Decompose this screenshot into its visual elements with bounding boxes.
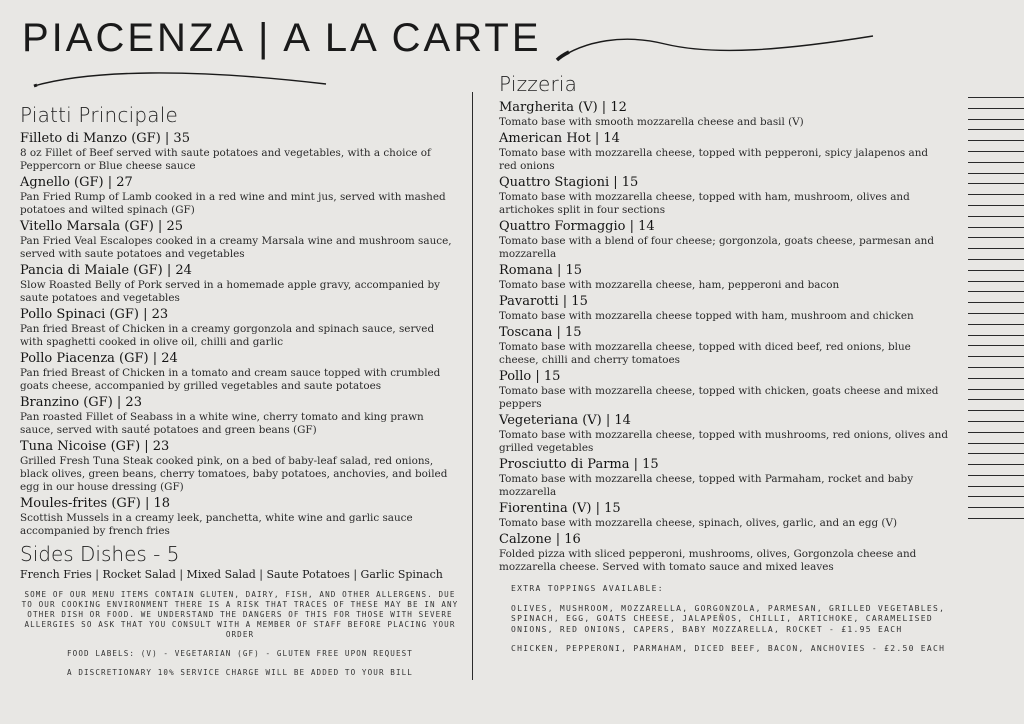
stripe-line (968, 399, 1024, 400)
menu-item-name: Toscana | 15 (499, 325, 582, 340)
menu-item (20, 175, 460, 217)
menu-item-description: Pan Fried Rump of Lamb cooked in a red wine and mint jus, served with mashed potatoes and wilted spinach (GF) (20, 191, 446, 216)
extras-heading: EXTRA TOPPINGS AVAILABLE: (511, 584, 664, 593)
stripe-line (968, 345, 1024, 346)
stripe-line (968, 237, 1024, 238)
menu-item-name: Margherita (V) | 12 (499, 100, 627, 115)
stripe-line (968, 518, 1024, 519)
menu-item-description: Tomato base with mozzarella cheese, topped with pepperoni, spicy jalapenos and red onions (499, 147, 929, 172)
menu-item-description: Scottish Mussels in a creamy leek, panchetta, white wine and garlic sauce accompanied by french fries (20, 512, 413, 537)
menu-item-description: 8 oz Fillet of Beef served with saute potatoes and vegetables, with a choice of Peppercorn or Blue cheese sauce (20, 147, 431, 172)
stripe-line (968, 194, 1024, 195)
stripe-line (968, 464, 1024, 465)
mains-list (20, 131, 460, 538)
menu-item-description: Pan Fried Veal Escalopes cooked in a creamy Marsala wine and mushroom sauce, served with saute potatoes and vegetables (20, 235, 452, 260)
menu-item-description: Tomato base with mozzarella cheese topped with ham, mushroom and chicken (499, 310, 914, 322)
extra-toppings (499, 584, 949, 655)
menu-item-name: Pavarotti | 15 (499, 294, 588, 309)
menu-item (20, 219, 460, 261)
menu-item (499, 175, 949, 217)
menu-item (499, 413, 949, 455)
menu-item-name: Pancia di Maiale (GF) | 24 (20, 263, 192, 278)
extras-veg: OLIVES, MUSHROOM, MOZZARELLA, GORGONZOLA, PARMESAN, GRILLED VEGETABLES, SPINACH, EGG, GOATS CHEESE, JALAPEÑOS, CHILLI, ARTICHOKE, CARAMELISED ONIONS, RED ONIONS, CAPERS, BABY MOZZARELLA, ROCKET - £1.95 EACH (511, 603, 946, 634)
menu-item-description: Pan fried Breast of Chicken in a creamy gorgonzola and spinach sauce, served with spaghetti cooked in olive oil, chilli and garlic (20, 323, 435, 348)
stripe-line (968, 183, 1024, 184)
stripe-line (968, 108, 1024, 109)
menu-title: PIACENZA | A LA CARTE (22, 16, 542, 60)
stripe-line (968, 496, 1024, 497)
menu-item-name: Vegeteriana (V) | 14 (499, 413, 631, 428)
menu-item-description: Tomato base with a blend of four cheese; gorgonzola, goats cheese, parmesan and mozzarella (499, 235, 935, 260)
menu-item (499, 532, 949, 574)
stripe-line (968, 270, 1024, 271)
stripe-line (968, 162, 1024, 163)
stripe-line (968, 367, 1024, 368)
stripe-line (968, 443, 1024, 444)
menu-item-description: Grilled Fresh Tuna Steak cooked pink, on a bed of baby-leaf salad, red onions, black olives, green beans, cherry tomatoes, baby potatoes, anchovies, and boiled egg in our house dressing (GF) (20, 455, 448, 493)
menu-item-name: Agnello (GF) | 27 (20, 175, 133, 190)
column-divider (472, 92, 473, 680)
menu-item-name: Filleto di Manzo (GF) | 35 (20, 131, 190, 146)
menu-item (20, 131, 460, 173)
stripe-line (968, 507, 1024, 508)
mains-column (20, 103, 460, 687)
food-labels-notice: FOOD LABELS: (V) - VEGETARIAN (GF) - GLUTEN FREE UPON REQUEST (67, 649, 413, 658)
menu-item-description: Tomato base with mozzarella cheese, topped with ham, mushroom, olives and artichokes split in four sections (499, 191, 910, 216)
stripe-line (968, 313, 1024, 314)
sides-list: French Fries | Rocket Salad | Mixed Salad | Saute Potatoes | Garlic Spinach (20, 568, 443, 581)
menu-item-name: Quattro Formaggio | 14 (499, 219, 655, 234)
menu-item-description: Tomato base with mozzarella cheese, topped with Parmaham, rocket and baby mozzarella (499, 473, 914, 498)
stripe-line (968, 173, 1024, 174)
stripe-line (968, 421, 1024, 422)
menu-item (20, 395, 460, 437)
menu-item-name: Quattro Stagioni | 15 (499, 175, 639, 190)
menu-item-name: Pollo Spinaci (GF) | 23 (20, 307, 169, 322)
menu-item (499, 294, 949, 323)
menu-item-description: Pan fried Breast of Chicken in a tomato and cream sauce topped with crumbled goats cheese, accompanied by grilled vegetables and saute potatoes (20, 367, 441, 392)
pizzeria-column (499, 72, 949, 664)
menu-item-name: Pollo | 15 (499, 369, 561, 384)
stripe-line (968, 302, 1024, 303)
menu-item (20, 307, 460, 349)
menu-item-name: American Hot | 14 (499, 131, 620, 146)
menu-item (499, 263, 949, 292)
menu-item-description: Tomato base with mozzarella cheese, topped with chicken, goats cheese and mixed peppers (499, 385, 939, 410)
swash-right-decoration (555, 30, 875, 70)
menu-item-name: Romana | 15 (499, 263, 583, 278)
menu-item-name: Moules-frites (GF) | 18 (20, 496, 171, 511)
menu-item (499, 100, 949, 129)
menu-item-description: Tomato base with mozzarella cheese, topped with mushrooms, red onions, olives and grilled vegetables (499, 429, 948, 454)
menu-item-description: Tomato base with mozzarella cheese, spinach, olives, garlic, and an egg (V) (499, 517, 898, 529)
menu-item-description: Tomato base with smooth mozzarella cheese and basil (V) (499, 116, 804, 128)
stripe-line (968, 389, 1024, 390)
stripe-line (968, 259, 1024, 260)
menu-item (20, 351, 460, 393)
menu-item (20, 439, 460, 494)
stripe-line (968, 453, 1024, 454)
extras-meat: CHICKEN, PEPPERONI, PARMAHAM, DICED BEEF, BACON, ANCHOVIES - £2.50 EACH (511, 644, 946, 653)
stripe-line (968, 356, 1024, 357)
swash-left-decoration (30, 66, 330, 96)
stripe-line (968, 248, 1024, 249)
menu-item-name: Prosciutto di Parma | 15 (499, 457, 659, 472)
sides-heading: Sides Dishes - 5 (20, 542, 180, 566)
stripe-line (968, 129, 1024, 130)
stripe-line (968, 119, 1024, 120)
stripe-line (968, 432, 1024, 433)
menu-item (499, 325, 949, 367)
menu-item-name: Tuna Nicoise (GF) | 23 (20, 439, 170, 454)
menu-item-description: Pan roasted Fillet of Seabass in a white wine, cherry tomato and king prawn sauce, served with sauté potatoes and green beans (GF) (20, 411, 424, 436)
menu-item-description: Tomato base with mozzarella cheese, ham, pepperoni and bacon (499, 279, 840, 291)
menu-item-name: Vitello Marsala (GF) | 25 (20, 219, 183, 234)
menu-item-description: Tomato base with mozzarella cheese, topped with diced beef, red onions, blue cheese, chilli and cherry tomatoes (499, 341, 911, 366)
mains-heading: Piatti Principale (20, 103, 178, 127)
stripes-decoration (968, 97, 1024, 529)
allergen-notice: SOME OF OUR MENU ITEMS CONTAIN GLUTEN, DAIRY, FISH, AND OTHER ALLERGENS. DUE TO OUR COOKING ENVIRONMENT THERE IS A RISK THAT TRACES OF THESE MAY BE IN ANY OTHER DISH OR FOOD. WE UNDERSTAND THE DANGERS OF THIS FOR THOSE WITH SEVERE ALLERGIES SO ASK THAT YOU CONSULT WITH A MEMBER OF STAFF BEFORE PLACING YOUR ORDER (21, 590, 459, 639)
stripe-line (968, 281, 1024, 282)
menu-item (499, 131, 949, 173)
stripe-line (968, 216, 1024, 217)
menu-item (499, 369, 949, 411)
stripe-line (968, 140, 1024, 141)
stripe-line (968, 410, 1024, 411)
stripe-line (968, 227, 1024, 228)
stripe-line (968, 378, 1024, 379)
menu-item-name: Fiorentina (V) | 15 (499, 501, 621, 516)
stripe-line (968, 291, 1024, 292)
stripe-line (968, 335, 1024, 336)
service-charge-notice: A DISCRETIONARY 10% SERVICE CHARGE WILL BE ADDED TO YOUR BILL (67, 668, 413, 677)
stripe-line (968, 205, 1024, 206)
menu-item-description: Folded pizza with sliced pepperoni, mushrooms, olives, Gorgonzola cheese and mozzarella cheese. Served with tomato sauce and mixed leaves (499, 548, 917, 573)
menu-item (499, 457, 949, 499)
menu-item (20, 263, 460, 305)
menu-item-name: Pollo Piacenza (GF) | 24 (20, 351, 178, 366)
pizzeria-list (499, 100, 949, 574)
menu-item-description: Slow Roasted Belly of Pork served in a homemade apple gravy, accompanied by saute potatoes and vegetables (20, 279, 440, 304)
stripe-line (968, 151, 1024, 152)
stripe-line (968, 486, 1024, 487)
menu-item (499, 219, 949, 261)
menu-item-name: Calzone | 16 (499, 532, 581, 547)
stripe-line (968, 475, 1024, 476)
pizzeria-heading: Pizzeria (499, 72, 578, 96)
menu-item (20, 496, 460, 538)
stripe-line (968, 324, 1024, 325)
menu-item-name: Branzino (GF) | 23 (20, 395, 142, 410)
menu-item (499, 501, 949, 530)
stripe-line (968, 97, 1024, 98)
